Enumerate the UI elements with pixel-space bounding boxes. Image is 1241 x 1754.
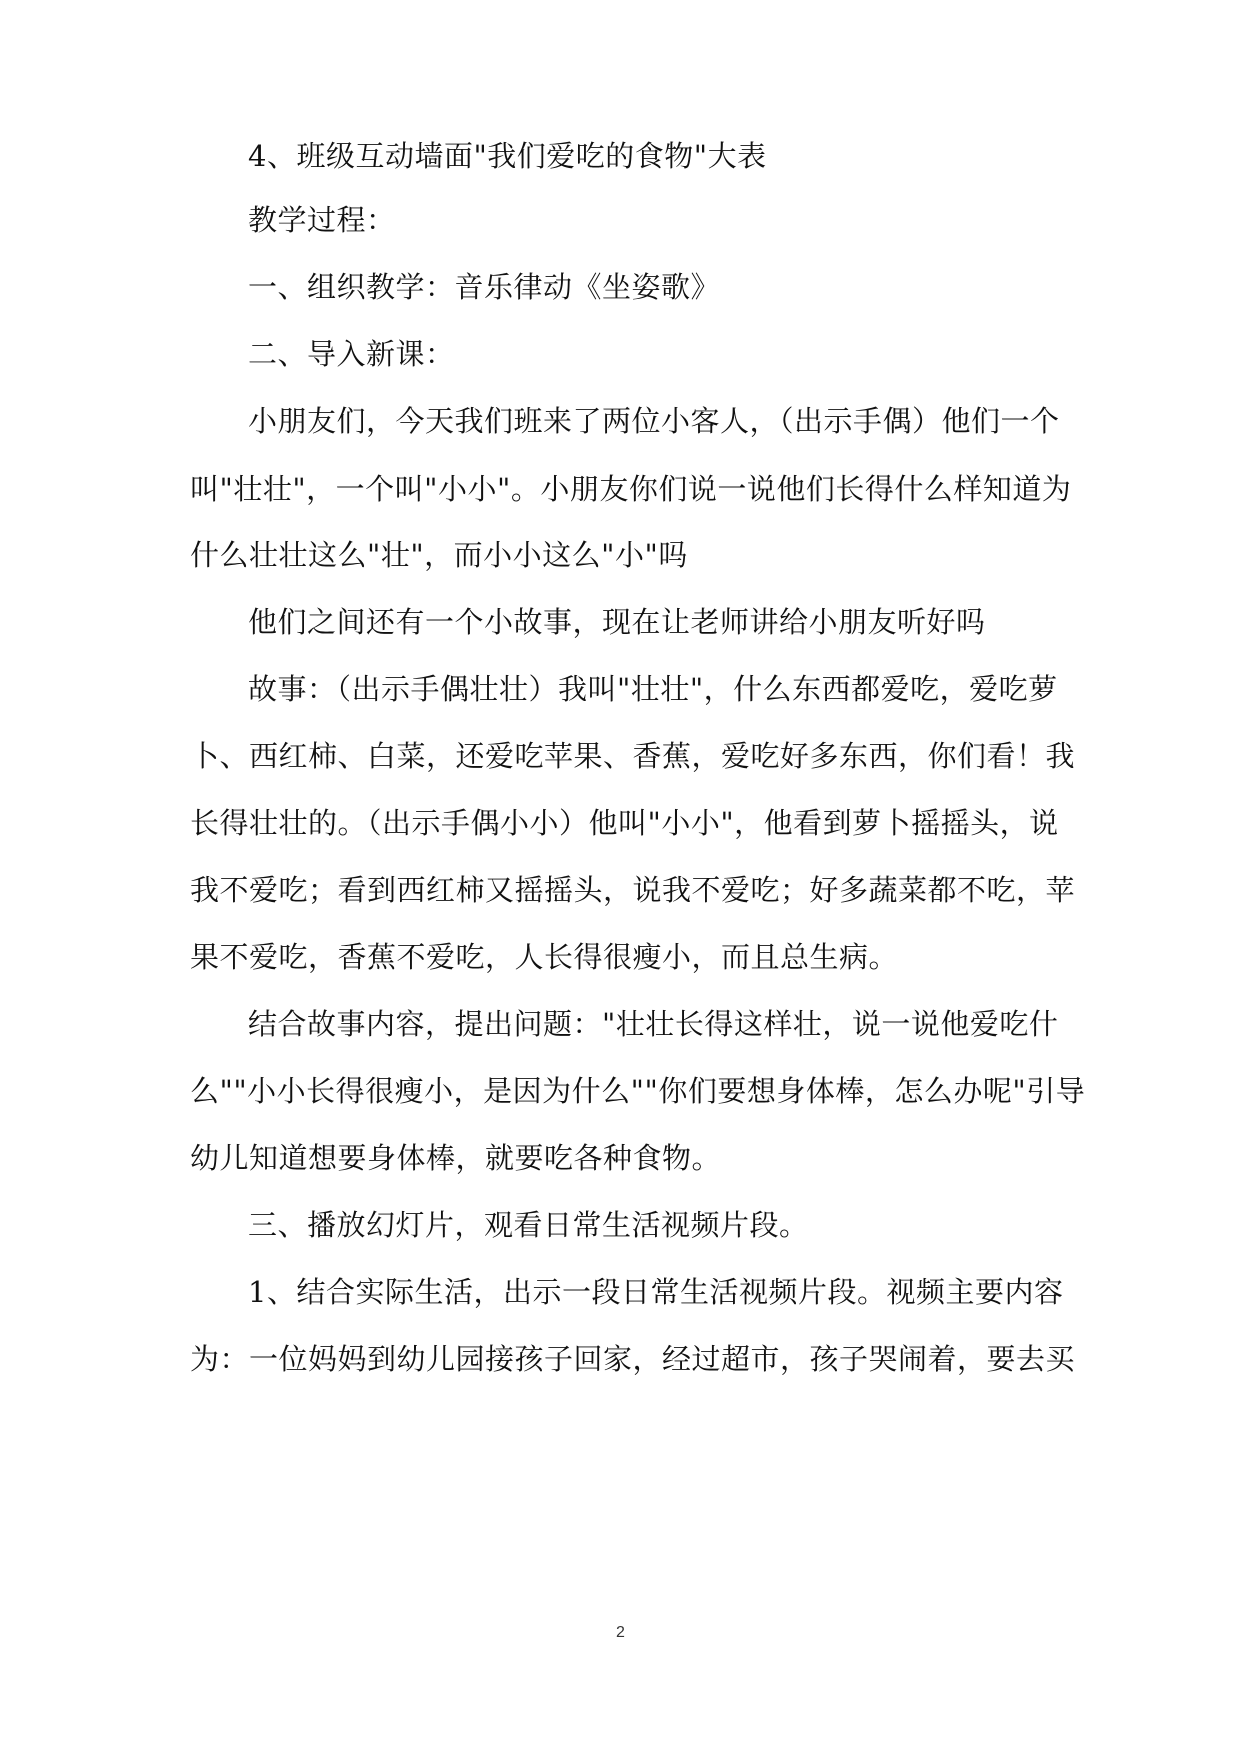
text-line-3: 一、组织教学：音乐律动《坐姿歌》 bbox=[248, 270, 721, 304]
page-number: 2 bbox=[616, 1624, 625, 1641]
text-line-10: 卜、西红柿、白菜，还爱吃苹果、香蕉，爱吃好多东西，你们看！我 bbox=[190, 739, 1076, 773]
text-line-4: 二、导入新课： bbox=[248, 337, 455, 371]
text-line-13: 果不爱吃，香蕉不爱吃，人长得很瘦小，而且总生病。 bbox=[190, 940, 899, 974]
text-line-7: 什么壮壮这么"壮"，而小小这么"小"吗 bbox=[190, 538, 688, 572]
text-line-6: 叫"壮壮"，一个叫"小小"。小朋友你们说一说他们长得什么样知道为 bbox=[190, 472, 1072, 506]
text-line-15: 么""小小长得很瘦小，是因为什么""你们要想身体棒，怎么办呢"引导 bbox=[190, 1074, 1086, 1108]
text-line-12: 我不爱吃；看到西红柿又摇摇头，说我不爱吃；好多蔬菜都不吃，苹 bbox=[190, 873, 1076, 907]
text-line-16: 幼儿知道想要身体棒，就要吃各种食物。 bbox=[190, 1141, 722, 1175]
text-line-5: 小朋友们，今天我们班来了两位小客人，（出示手偶）他们一个 bbox=[248, 404, 1060, 438]
text-line-17: 三、播放幻灯片，观看日常生活视频片段。 bbox=[248, 1208, 809, 1242]
text-line-14: 结合故事内容，提出问题："壮壮长得这样壮，说一说他爱吃什 bbox=[248, 1007, 1059, 1041]
text-line-18: 1、结合实际生活，出示一段日常生活视频片段。视频主要内容 bbox=[248, 1275, 1064, 1309]
text-line-8: 他们之间还有一个小故事，现在让老师讲给小朋友听好吗 bbox=[248, 605, 986, 639]
text-line-19: 为：一位妈妈到幼儿园接孩子回家，经过超市，孩子哭闹着，要去买 bbox=[190, 1342, 1076, 1376]
text-line-2: 教学过程： bbox=[248, 203, 396, 237]
text-line-9: 故事：（出示手偶壮壮）我叫"壮壮"，什么东西都爱吃，爱吃萝 bbox=[248, 672, 1058, 706]
text-line-11: 长得壮壮的。（出示手偶小小）他叫"小小"，他看到萝卜摇摇头，说 bbox=[190, 806, 1059, 840]
text-line-1: 4、班级互动墙面"我们爱吃的食物"大表 bbox=[248, 139, 767, 173]
